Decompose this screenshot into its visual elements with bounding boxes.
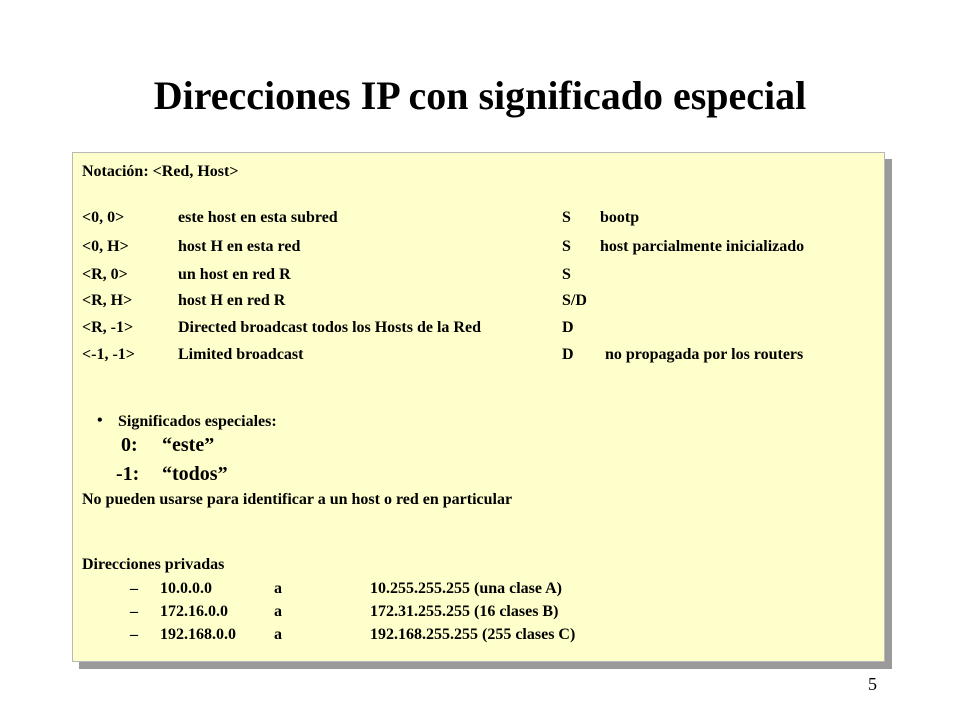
row-address: <R, H> (82, 292, 133, 309)
slide-title: Direcciones IP con significado especial (153, 73, 807, 118)
row-address: <0, 0> (82, 209, 125, 226)
row-type: D (562, 346, 574, 363)
range-end: 172.31.255.255 (16 clases B) (370, 603, 559, 620)
row-address: <-1, -1> (82, 346, 135, 363)
row-description: host H en esta red (178, 238, 301, 255)
row-address: <0, H> (82, 238, 129, 255)
row-note: host parcialmente inicializado (600, 238, 805, 255)
row-description: este host en esta subred (178, 209, 338, 226)
row-description: Directed broadcast todos los Hosts de la Red (178, 319, 481, 336)
row-type: S (562, 238, 571, 255)
special-zero-key: 0: (121, 434, 138, 456)
special-note: No pueden usarse para identificar a un host o red en particular (82, 491, 513, 508)
special-minus-one-value: “todos” (162, 463, 228, 485)
dash-icon: – (130, 626, 138, 643)
range-to: a (274, 580, 282, 597)
special-heading: Significados especiales: (118, 413, 277, 430)
range-to: a (274, 603, 282, 620)
dash-icon: – (130, 580, 138, 597)
special-zero-value: “este” (162, 434, 215, 456)
page-number: 5 (868, 674, 877, 694)
row-description: Limited broadcast (178, 346, 304, 363)
range-to: a (274, 626, 282, 643)
private-heading: Direcciones privadas (82, 556, 225, 573)
row-address: <R, -1> (82, 319, 134, 336)
row-address: <R, 0> (82, 266, 128, 283)
range-start: 10.0.0.0 (160, 580, 212, 597)
range-end: 10.255.255.255 (una clase A) (370, 580, 562, 597)
special-minus-one-key: -1: (116, 463, 140, 485)
row-type: S (562, 266, 571, 283)
range-start: 192.168.0.0 (160, 626, 236, 643)
row-note: bootp (600, 209, 640, 226)
row-description: un host en red R (178, 266, 291, 283)
notation-line: Notación: <Red, Host> (82, 163, 239, 180)
range-start: 172.16.0.0 (160, 603, 228, 620)
bullet-icon: • (97, 412, 103, 429)
row-type: S/D (562, 292, 587, 309)
row-note: no propagada por los routers (605, 346, 804, 363)
dash-icon: – (130, 603, 138, 620)
row-description: host H en red R (178, 292, 286, 309)
row-type: D (562, 319, 574, 336)
row-type: S (562, 209, 571, 226)
range-end: 192.168.255.255 (255 clases C) (370, 626, 576, 643)
